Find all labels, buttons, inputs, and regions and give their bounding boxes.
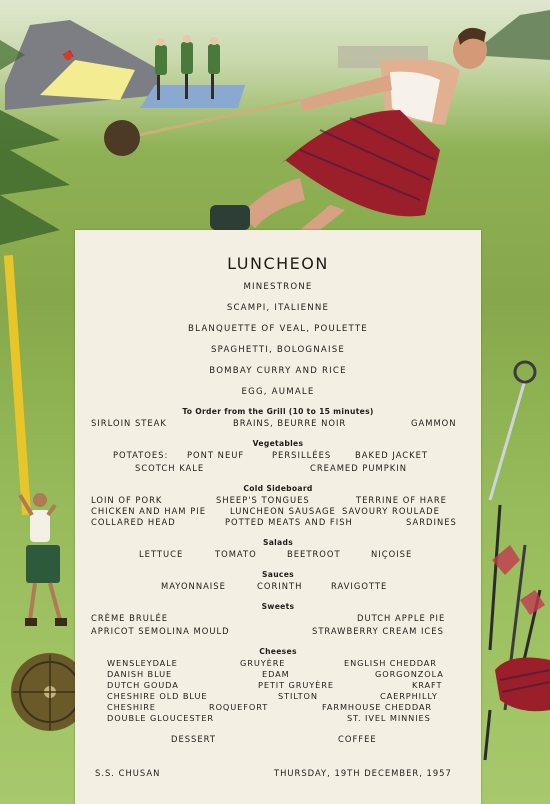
dish-curry: BOMBAY CURRY AND RICE <box>209 366 347 376</box>
cheese-item: KRAFT <box>412 680 443 690</box>
cheese-item: ENGLISH CHEDDAR <box>344 658 437 668</box>
cheese-item: DANISH BLUE <box>107 669 173 679</box>
salad-item: TOMATO <box>215 549 257 559</box>
cheese-item: ST. IVEL MINNIES <box>347 713 431 723</box>
dish-spaghetti: SPAGHETTI, BOLOGNAISE <box>210 345 346 355</box>
dish-scampi: SCAMPI, ITALIENNE <box>226 303 330 313</box>
section-heading-cold-sideboard: Cold Sideboard <box>243 484 313 493</box>
section-heading-sauces: Sauces <box>262 570 294 579</box>
grill-item: BRAINS, BEURRE NOIR <box>233 418 347 428</box>
dish-egg: EGG, AUMALE <box>241 387 315 397</box>
sideboard-item: CHICKEN AND HAM PIE <box>91 506 207 516</box>
cheese-item: FARMHOUSE CHEDDAR <box>322 702 432 712</box>
menu-date: THURSDAY, 19TH DECEMBER, 1957 <box>274 768 452 778</box>
grill-item: SIRLOIN STEAK <box>91 418 167 428</box>
sauce-item: CORINTH <box>257 581 303 591</box>
grill-item: GAMMON <box>411 418 457 428</box>
sweet-item: CRÈME BRULÉE <box>91 613 169 623</box>
cheese-item: DUTCH GOUDA <box>107 680 179 690</box>
sideboard-item: SAVOURY ROULADE <box>342 506 440 516</box>
cheese-item: STILTON <box>278 691 318 701</box>
cheese-item: CAERPHILLY <box>380 691 438 701</box>
hammer-head-icon <box>104 120 140 156</box>
cheese-item: ROQUEFORT <box>209 702 269 712</box>
ship-name: S.S. CHUSAN <box>95 768 161 778</box>
sweet-item: DUTCH APPLE PIE <box>357 613 446 623</box>
sweet-item: STRAWBERRY CREAM ICES <box>312 626 444 636</box>
section-heading-sweets: Sweets <box>261 602 295 611</box>
sideboard-item: LOIN OF PORK <box>91 495 163 505</box>
vegetable-item: POTATOES: <box>113 450 169 460</box>
dish-minestrone: MINESTRONE <box>243 282 313 292</box>
cheese-item: WENSLEYDALE <box>107 658 178 668</box>
sauce-item: MAYONNAISE <box>161 581 226 591</box>
cheese-item: GRUYÈRE <box>240 658 286 668</box>
menu-panel <box>75 230 481 804</box>
sideboard-item: POTTED MEATS AND FISH <box>225 517 353 527</box>
coffee-item: COFFEE <box>338 734 377 744</box>
sideboard-item: SARDINES <box>406 517 457 527</box>
cheese-item: PETIT GRUYÈRE <box>258 680 334 690</box>
sweet-item: APRICOT SEMOLINA MOULD <box>91 626 230 636</box>
sword-icon <box>490 362 535 500</box>
dessert-item: DESSERT <box>171 734 216 744</box>
menu-title: LUNCHEON <box>227 254 329 273</box>
pine-tree <box>0 110 70 245</box>
vegetable-item: CREAMED PUMPKIN <box>310 463 407 473</box>
dance-platform-icon <box>140 85 245 108</box>
sauce-item: RAVIGOTTE <box>331 581 388 591</box>
cheese-item: DOUBLE GLOUCESTER <box>107 713 214 723</box>
bagpipes-icon <box>485 505 550 760</box>
section-heading-grill: To Order from the Grill (10 to 15 minutes) <box>182 407 374 416</box>
caber-pole <box>4 255 31 515</box>
vegetable-item: PERSILLÉES <box>272 450 332 460</box>
vegetable-item: BAKED JACKET <box>355 450 429 460</box>
vegetable-item: SCOTCH KALE <box>135 463 205 473</box>
salad-item: BEETROOT <box>287 549 341 559</box>
sideboard-item: COLLARED HEAD <box>91 517 176 527</box>
section-heading-vegetables: Vegetables <box>252 439 304 448</box>
sideboard-item: LUNCHEON SAUSAGE <box>230 506 336 516</box>
sideboard-item: SHEEP'S TONGUES <box>216 495 310 505</box>
salad-item: LETTUCE <box>139 549 184 559</box>
vegetable-item: PONT NEUF <box>187 450 245 460</box>
cheese-item: EDAM <box>262 669 290 679</box>
salad-item: NIÇOISE <box>371 549 413 559</box>
sideboard-item: TERRINE OF HARE <box>356 495 447 505</box>
dish-blanquette: BLANQUETTE OF VEAL, POULETTE <box>188 324 368 334</box>
cheese-item: CHESHIRE <box>107 702 156 712</box>
section-heading-salads: Salads <box>262 538 294 547</box>
cheese-item: GORGONZOLA <box>375 669 444 679</box>
cheese-item: CHESHIRE OLD BLUE <box>107 691 208 701</box>
section-heading-cheeses: Cheeses <box>259 647 297 656</box>
